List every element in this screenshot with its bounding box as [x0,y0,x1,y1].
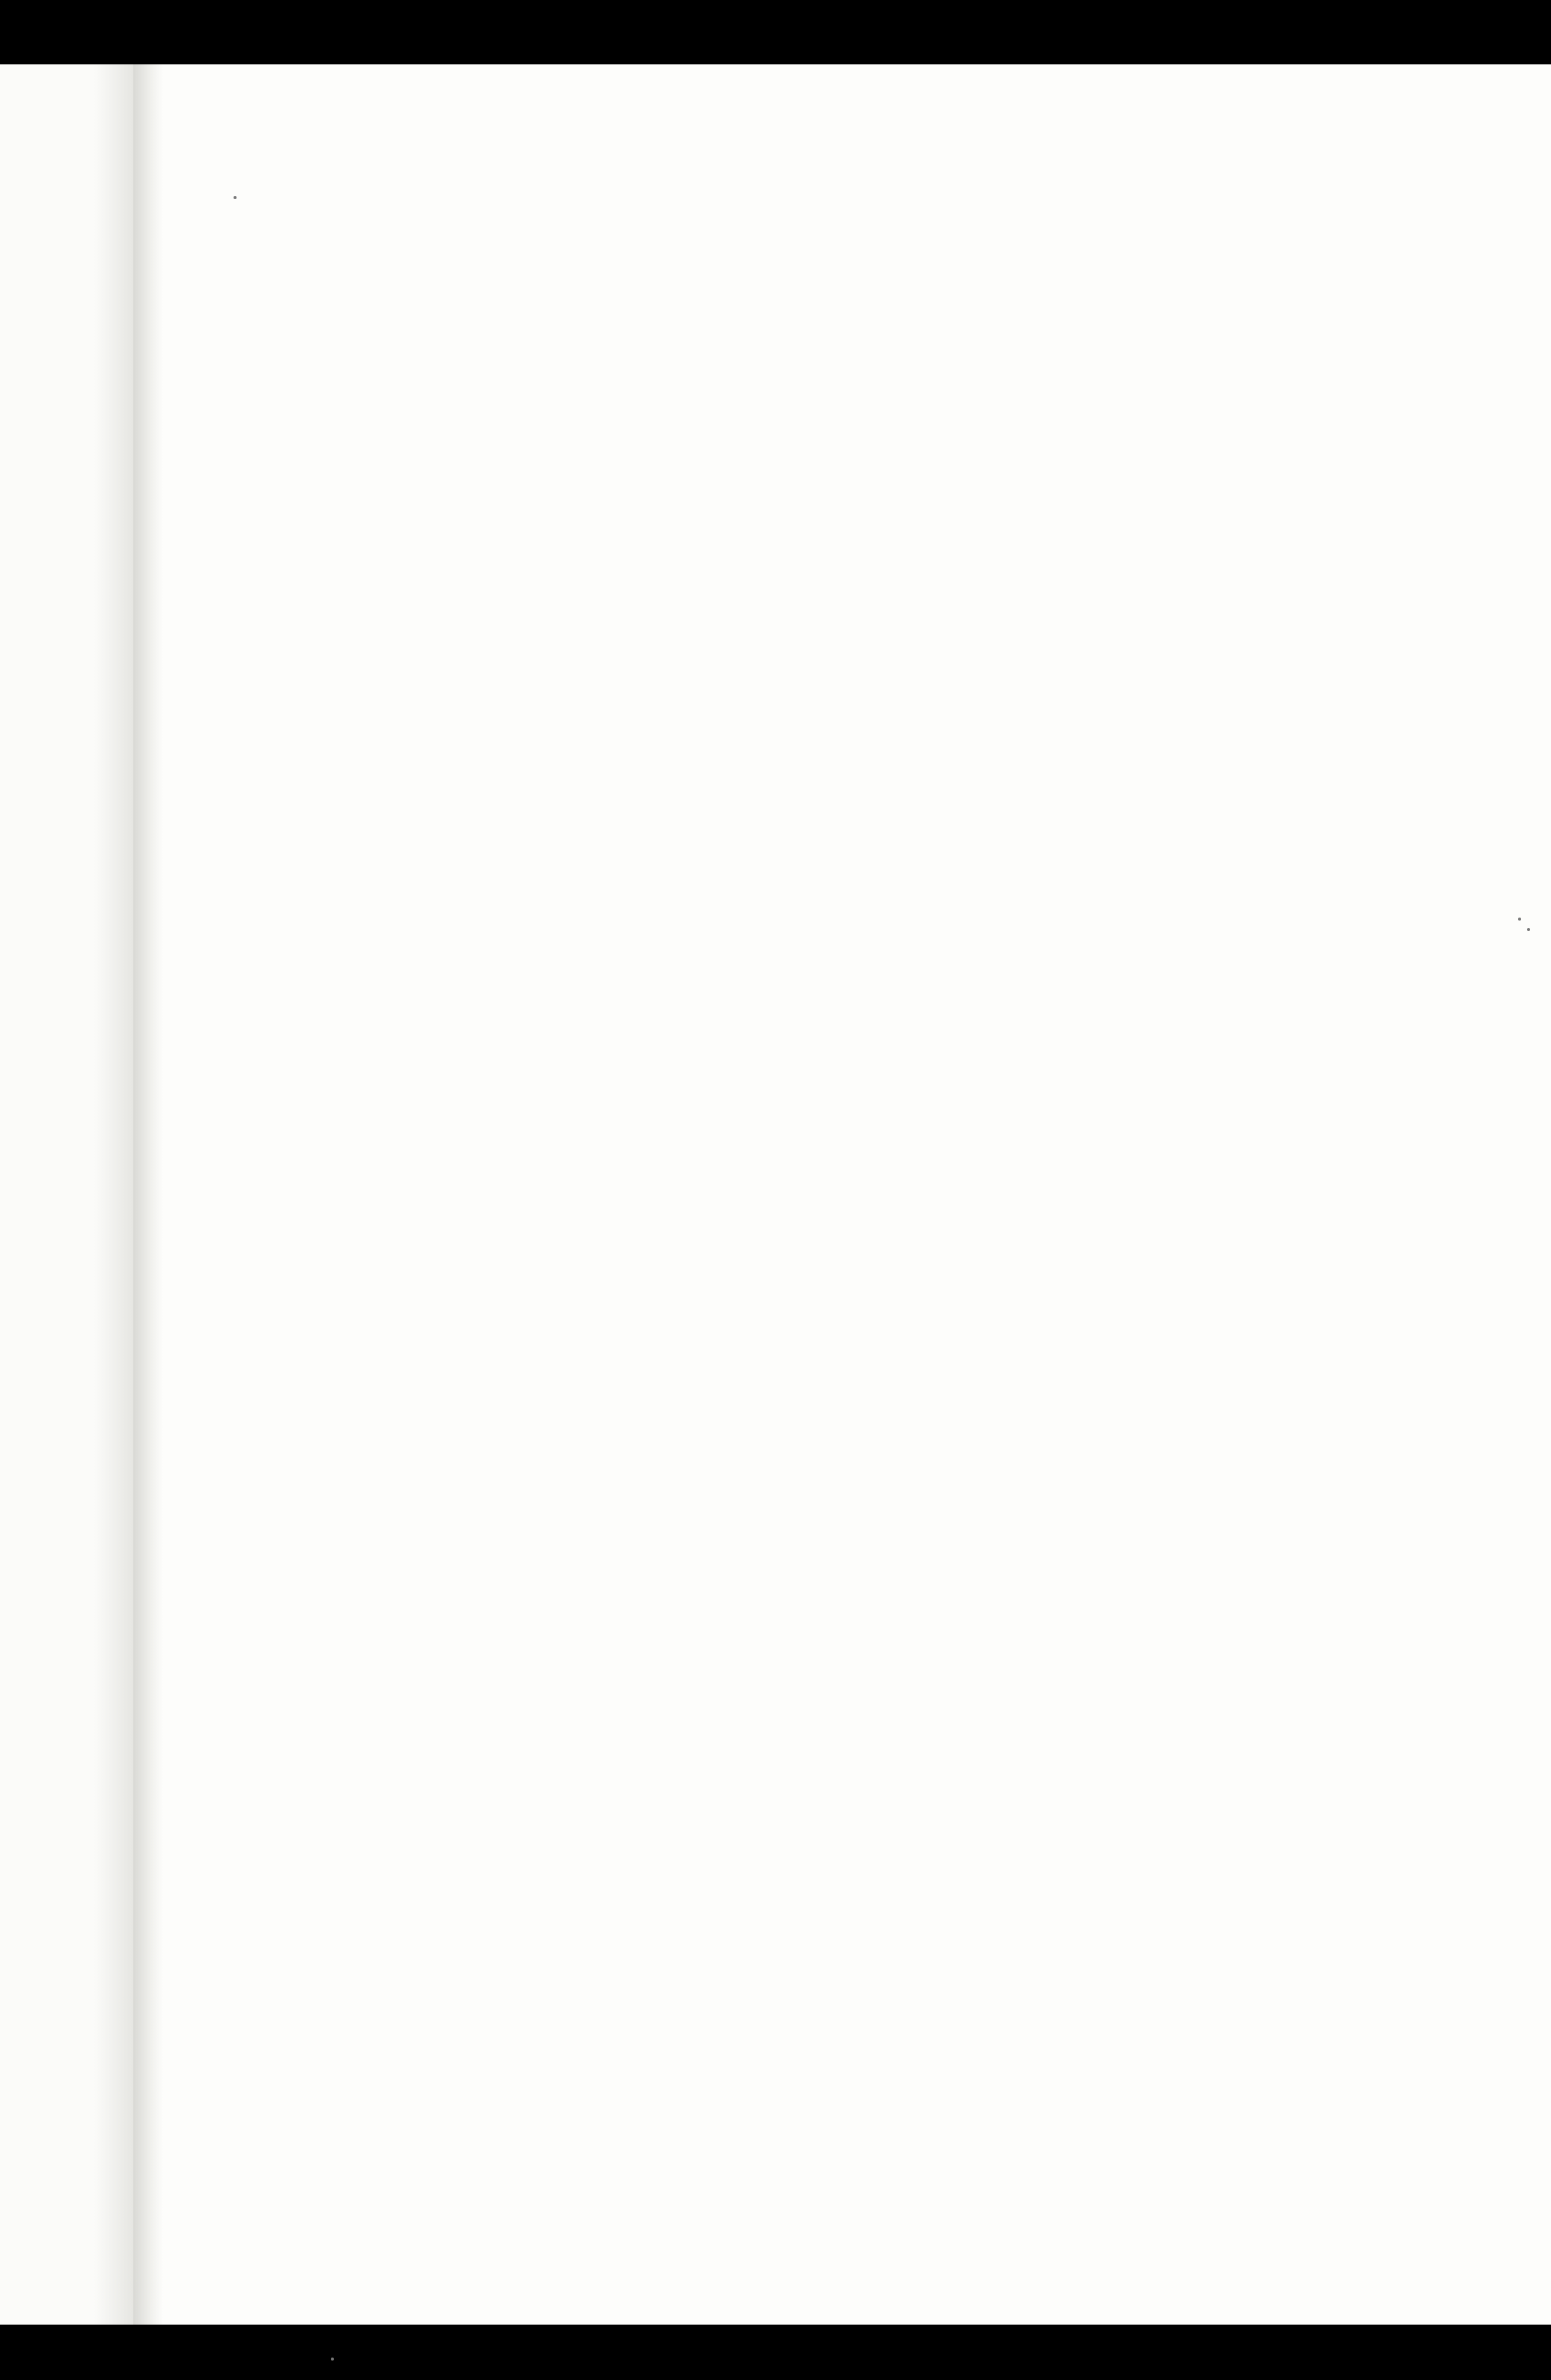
previous-page-edge [0,64,135,2325]
scan-speck [331,2358,334,2361]
scan-speck [234,196,237,199]
scan-speck [1518,918,1521,921]
page-gutter [133,64,163,2325]
scan-speck [1527,928,1530,931]
book-page [90,64,1551,2325]
